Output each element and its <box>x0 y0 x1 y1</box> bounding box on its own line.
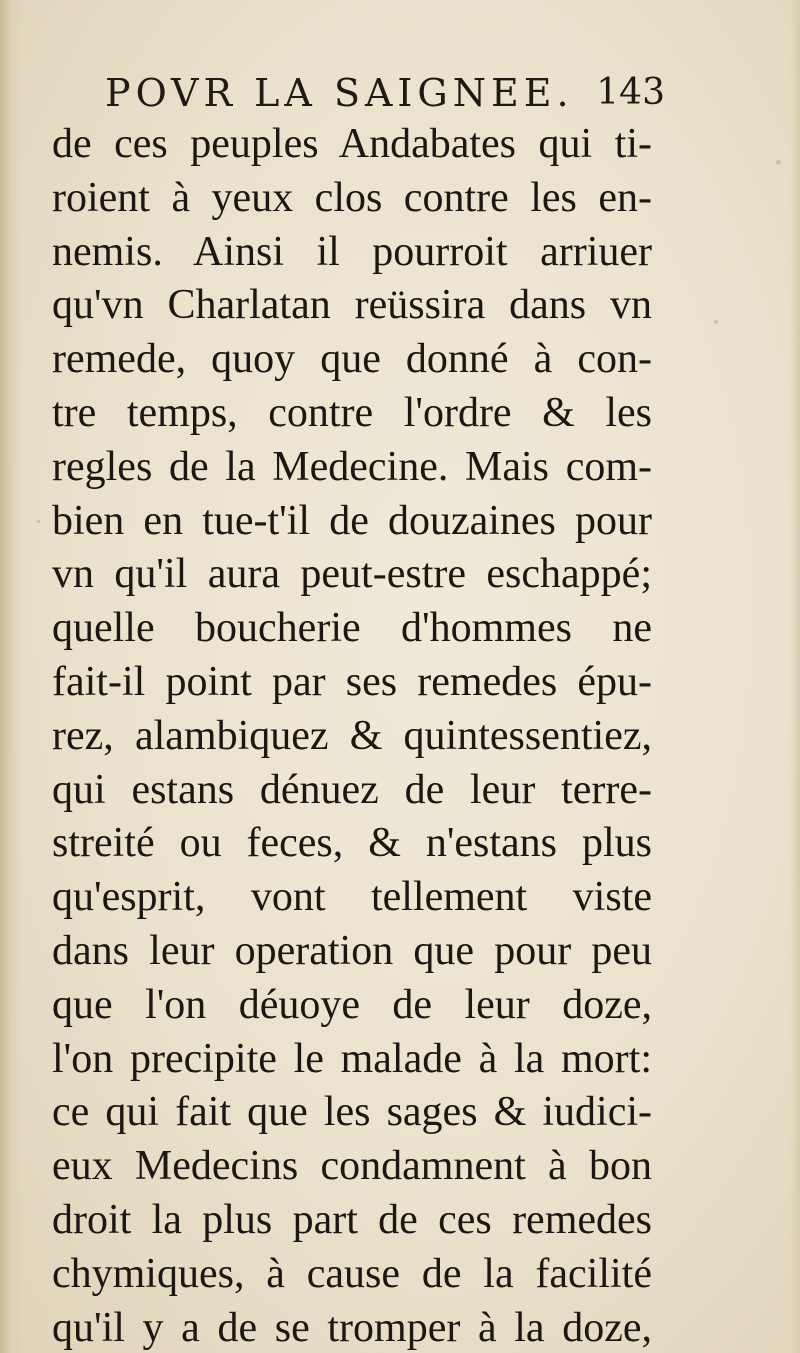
paper-spot <box>776 160 781 165</box>
paper-spot <box>714 320 718 324</box>
page-edge <box>790 0 800 1353</box>
text-line: fait-il point par ses remedes épu- <box>52 658 652 705</box>
gutter-shadow <box>0 0 22 1353</box>
text-line: qu'il y a de se tromper à la doze, <box>52 1304 652 1351</box>
running-head: POVR LA SAIGNEE. <box>105 71 574 115</box>
text-line: tre temps, contre l'ordre & les <box>52 389 652 436</box>
page-header <box>105 68 665 118</box>
text-line: bien en tue-t'il de douzaines pour <box>52 497 652 544</box>
text-line: droit la plus part de ces remedes <box>52 1196 652 1243</box>
paper-spot <box>37 520 40 523</box>
text-line: de ces peuples Andabates qui ti- <box>52 121 652 167</box>
text-line: l'on precipite le malade à la mort: <box>52 1035 652 1082</box>
text-line: roient à yeux clos contre les en- <box>52 174 652 221</box>
text-line: qui estans dénuez de leur terre- <box>52 766 652 813</box>
page-number: 143 <box>596 72 665 113</box>
text-line: ce qui fait que les sages & iudici- <box>52 1089 652 1136</box>
text-line: vn qu'il aura peut-estre eschappé; <box>52 551 652 598</box>
body-text <box>52 118 652 1353</box>
text-line: chymiques, à cause de la facilité <box>52 1250 652 1297</box>
text-line: qu'vn Charlatan reüssira dans vn <box>52 282 652 329</box>
text-line: qu'esprit, vont tellement viste <box>52 874 652 921</box>
text-line: eux Medecins condamnent à bon <box>52 1143 652 1190</box>
text-line: streité ou feces, & n'estans plus <box>52 820 652 867</box>
text-line: quelle boucherie d'hommes ne <box>52 605 652 652</box>
text-line: regles de la Medecine. Mais com- <box>52 443 652 490</box>
text-line: dans leur operation que pour peu <box>52 927 652 974</box>
text-line: remede, quoy que donné à con- <box>52 336 652 383</box>
text-line: rez, alambiquez & quintessentiez, <box>52 712 652 759</box>
text-line: nemis. Ainsi il pourroit arriuer <box>52 228 652 275</box>
text-line: que l'on déuoye de leur doze, <box>52 981 652 1028</box>
